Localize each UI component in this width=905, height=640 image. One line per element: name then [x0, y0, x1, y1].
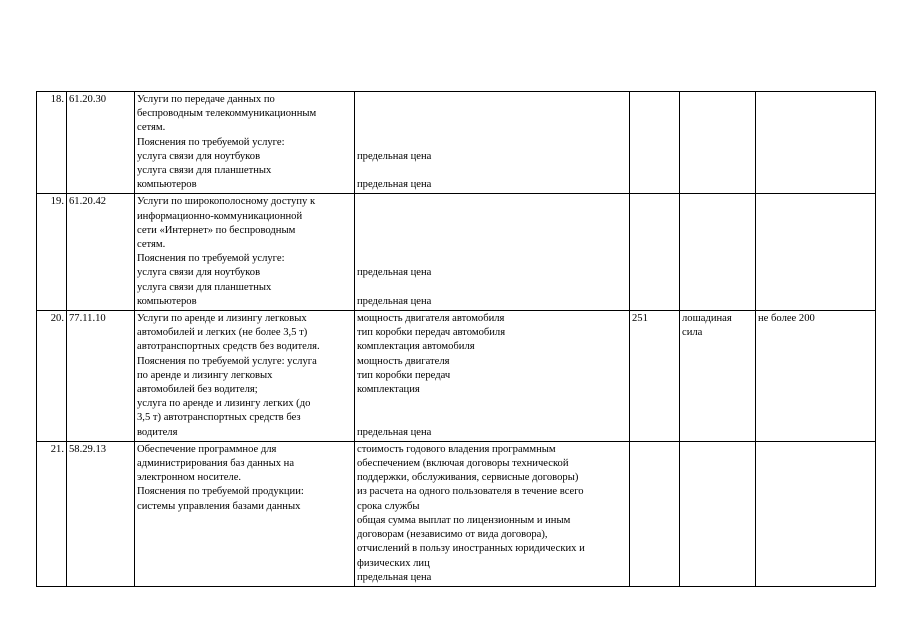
okpd-code: 77.11.10: [67, 311, 135, 442]
characteristic-line: [357, 93, 627, 107]
description-line: услуга связи для ноутбуков: [137, 150, 261, 162]
unit-code: [630, 194, 680, 311]
characteristic-line: [357, 224, 627, 238]
description-line: сетям.: [137, 239, 166, 251]
description-line: администрирования баз данных на: [137, 458, 295, 470]
item-description: [135, 311, 355, 442]
description-line: компьютеров: [137, 295, 197, 307]
characteristic-line: поддержки, обслуживания, сервисные договоры): [357, 472, 579, 484]
characteristic-line: предельная цена: [357, 571, 432, 583]
characteristics: [355, 441, 630, 586]
description-line: Услуги по аренде и лизингу легковых: [137, 313, 307, 325]
unit-name: [680, 92, 756, 194]
characteristic-line: [357, 107, 627, 121]
characteristic-line: физических лиц: [357, 557, 430, 569]
description-line: водителя: [137, 426, 178, 438]
unit-name: [680, 441, 756, 586]
row-number: 18.: [37, 92, 67, 194]
characteristic-line: [357, 281, 627, 295]
item-description: [135, 194, 355, 311]
unit-code: [630, 92, 680, 194]
characteristic-line: комплектация: [357, 384, 420, 396]
description-line: Пояснения по требуемой продукции:: [137, 486, 304, 498]
description-line: сети «Интернет» по беспроводным: [137, 224, 296, 236]
description-line: по аренде и лизингу легковых: [137, 369, 273, 381]
table-row: [37, 441, 876, 586]
characteristic-line: из расчета на одного пользователя в течение всего: [357, 486, 584, 498]
description-line: Услуги по широкополосному доступу к: [137, 196, 316, 208]
characteristic-line: договорам (независимо от вида договора),: [357, 529, 548, 541]
characteristic-line: предельная цена: [357, 179, 432, 191]
limit-value: [756, 441, 876, 586]
table-row: [37, 194, 876, 311]
description-line: услуга связи для ноутбуков: [137, 267, 261, 279]
description-line: автотранспортных средств без водителя.: [137, 341, 320, 353]
okpd-code: 61.20.42: [67, 194, 135, 311]
description-line: Обеспечение программное для: [137, 443, 277, 455]
characteristic-line: общая сумма выплат по лицензионным и иным: [357, 514, 571, 526]
characteristic-line: тип коробки передач автомобиля: [357, 327, 506, 339]
characteristic-line: [357, 397, 627, 411]
description-line: Пояснения по требуемой услуге:: [137, 253, 285, 265]
unit-code: [630, 441, 680, 586]
limit-value: [756, 194, 876, 311]
characteristic-line: предельная цена: [357, 267, 432, 279]
limit-value: не более 200: [756, 311, 876, 442]
row-number: 21.: [37, 441, 67, 586]
characteristic-line: обеспечением (включая договоры технической: [357, 458, 569, 470]
characteristic-line: комплектация автомобиля: [357, 341, 475, 353]
row-number: 19.: [37, 194, 67, 311]
characteristics: [355, 311, 630, 442]
table-row: [37, 92, 876, 194]
description-line: Услуги по передаче данных по: [137, 94, 275, 105]
characteristic-line: отчислений в пользу иностранных юридических и: [357, 543, 585, 555]
characteristic-line: мощность двигателя автомобиля: [357, 313, 505, 325]
characteristic-line: тип коробки передач: [357, 369, 451, 381]
description-line: Пояснения по требуемой услуге: услуга: [137, 355, 317, 367]
okpd-code: 61.20.30: [67, 92, 135, 194]
unit-code: 251: [630, 311, 680, 442]
description-line: услуга по аренде и лизингу легких (до: [137, 398, 311, 410]
description-line: Пояснения по требуемой услуге:: [137, 136, 285, 148]
unit-name: [680, 194, 756, 311]
characteristic-line: [357, 411, 627, 425]
description-line: услуга связи для планшетных: [137, 165, 272, 177]
description-line: автомобилей и легких (не более 3,5 т): [137, 327, 308, 339]
characteristic-line: [357, 164, 627, 178]
characteristics: [355, 92, 630, 194]
characteristic-line: предельная цена: [357, 295, 432, 307]
characteristic-line: [357, 238, 627, 252]
okpd-code: 58.29.13: [67, 441, 135, 586]
description-line: компьютеров: [137, 179, 197, 191]
limit-value: [756, 92, 876, 194]
item-description: [135, 441, 355, 586]
description-line: 3,5 т) автотранспортных средств без: [137, 412, 301, 424]
characteristic-line: [357, 252, 627, 266]
characteristic-line: срока службы: [357, 500, 420, 512]
unit-name: лошадиная сила: [680, 311, 756, 442]
characteristic-line: мощность двигателя: [357, 355, 450, 367]
item-description: [135, 92, 355, 194]
characteristic-line: предельная цена: [357, 150, 432, 162]
requirements-table: [36, 91, 876, 587]
row-number: 20.: [37, 311, 67, 442]
description-line: беспроводным телекоммуникационным: [137, 108, 317, 120]
description-line: системы управления базами данных: [137, 500, 301, 512]
characteristics: [355, 194, 630, 311]
description-line: услуга связи для планшетных: [137, 281, 272, 293]
characteristic-line: [357, 210, 627, 224]
table-row: [37, 311, 876, 442]
characteristic-line: [357, 136, 627, 150]
description-line: электронном носителе.: [137, 472, 242, 484]
characteristic-line: [357, 195, 627, 209]
characteristic-line: стоимость годового владения программным: [357, 443, 556, 455]
characteristic-line: предельная цена: [357, 426, 432, 438]
description-line: информационно-коммуникационной: [137, 210, 303, 222]
description-line: сетям.: [137, 122, 166, 134]
characteristic-line: [357, 121, 627, 135]
description-line: автомобилей без водителя;: [137, 384, 258, 396]
